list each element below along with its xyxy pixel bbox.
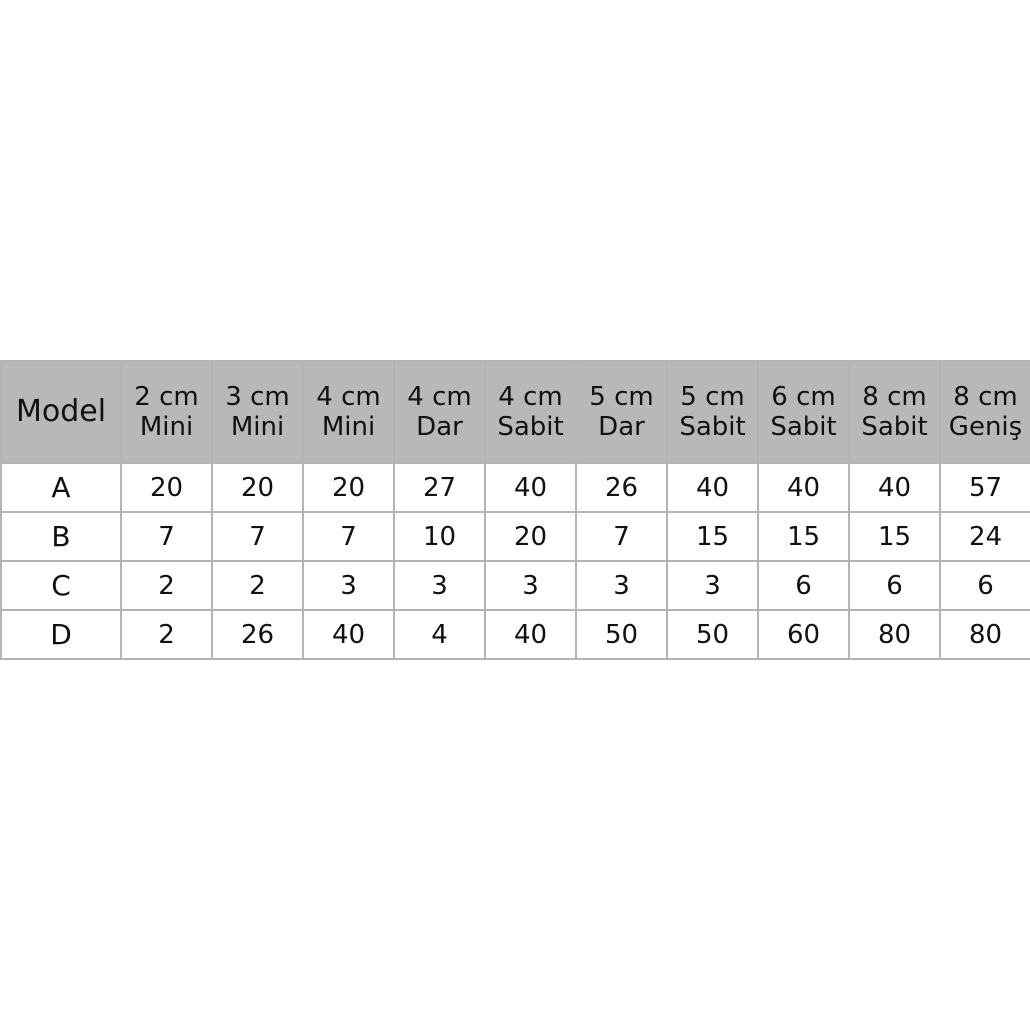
header-line1: 4 cm (316, 382, 381, 412)
table-cell: 27 (394, 463, 485, 512)
table-cell: 7 (576, 512, 667, 561)
table-cell: 7 (121, 512, 212, 561)
row-label: C (1, 561, 121, 610)
header-col-2 (212, 361, 303, 463)
table-cell: 80 (849, 610, 940, 659)
table-cell: 7 (212, 512, 303, 561)
header-col-4 (394, 361, 485, 463)
table-cell: 20 (212, 463, 303, 512)
header-line2: Mini (230, 412, 285, 442)
table-cell: 2 (121, 610, 212, 659)
header-col-8 (758, 361, 849, 463)
header-line2: Mini (139, 412, 194, 442)
table-cell: 3 (576, 561, 667, 610)
table-cell: 15 (849, 512, 940, 561)
table-cell: 57 (940, 463, 1030, 512)
row-label: B (1, 512, 121, 561)
header-line1: 5 cm (680, 382, 745, 412)
table-cell: 40 (667, 463, 758, 512)
header-col-1 (121, 361, 212, 463)
table-cell: 2 (121, 561, 212, 610)
table-cell: 3 (303, 561, 394, 610)
row-label: D (1, 610, 121, 659)
header-line1: 8 cm (953, 382, 1018, 412)
table-cell: 60 (758, 610, 849, 659)
table-cell: 15 (758, 512, 849, 561)
size-table-container (0, 360, 1030, 660)
table-cell: 10 (394, 512, 485, 561)
row-label: A (1, 463, 121, 512)
header-col-5 (485, 361, 576, 463)
table-cell: 6 (940, 561, 1030, 610)
header-line2: Sabit (497, 412, 564, 442)
table-cell: 50 (576, 610, 667, 659)
table-cell: 6 (849, 561, 940, 610)
table-cell: 40 (303, 610, 394, 659)
header-line2: Sabit (679, 412, 746, 442)
table-row (1, 463, 1030, 512)
header-line1: 4 cm (498, 382, 563, 412)
header-line1: 4 cm (407, 382, 472, 412)
table-body (1, 463, 1030, 659)
table-cell: 20 (485, 512, 576, 561)
header-line1: 2 cm (134, 382, 199, 412)
header-line1: 6 cm (771, 382, 836, 412)
header-col-3 (303, 361, 394, 463)
table-cell: 24 (940, 512, 1030, 561)
table-cell: 40 (485, 463, 576, 512)
header-col-6 (576, 361, 667, 463)
table-cell: 4 (394, 610, 485, 659)
table-cell: 20 (121, 463, 212, 512)
header-line2: Sabit (861, 412, 928, 442)
header-model: Model (1, 361, 121, 463)
table-cell: 40 (849, 463, 940, 512)
header-line1: 8 cm (862, 382, 927, 412)
table-cell: 40 (758, 463, 849, 512)
header-row (1, 361, 1030, 463)
table-cell: 26 (576, 463, 667, 512)
header-line2: Dar (598, 412, 645, 442)
header-col-7 (667, 361, 758, 463)
table-cell: 3 (667, 561, 758, 610)
table-cell: 20 (303, 463, 394, 512)
table-cell: 3 (485, 561, 576, 610)
header-col-9 (849, 361, 940, 463)
table-cell: 7 (303, 512, 394, 561)
header-line2: Dar (416, 412, 463, 442)
table-cell: 26 (212, 610, 303, 659)
table-cell: 6 (758, 561, 849, 610)
table-cell: 80 (940, 610, 1030, 659)
header-line2: Sabit (770, 412, 837, 442)
table-cell: 50 (667, 610, 758, 659)
header-line1: 5 cm (589, 382, 654, 412)
table-row (1, 512, 1030, 561)
header-line2: Geniş (948, 412, 1023, 442)
table-cell: 3 (394, 561, 485, 610)
header-line2: Mini (321, 412, 376, 442)
table-row (1, 561, 1030, 610)
table-cell: 40 (485, 610, 576, 659)
table-cell: 15 (667, 512, 758, 561)
header-line1: 3 cm (225, 382, 290, 412)
table-cell: 2 (212, 561, 303, 610)
table-row (1, 610, 1030, 659)
size-table (0, 360, 1030, 660)
header-col-10 (940, 361, 1030, 463)
